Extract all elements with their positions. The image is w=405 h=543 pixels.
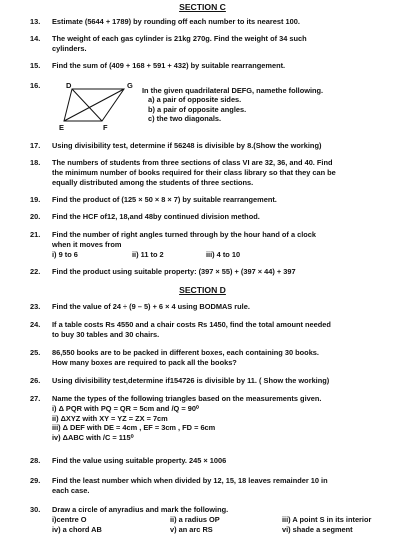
question-text: Find the sum of (409 + 168 + 591 + 432) by suitable rearrangement.: [52, 61, 286, 70]
question-subpart: iii) Δ DEF with DE = 4cm , EF = 3cm , FD = 6cm: [52, 423, 216, 433]
question-number: 25.: [30, 348, 41, 357]
question-text: equally distributed among the students of three sections.: [52, 177, 254, 187]
question-subpart: a) a pair of opposite sides.: [148, 95, 242, 105]
question-text: when it moves from: [52, 239, 122, 249]
question-number: 13.: [30, 17, 41, 26]
question-option: vi) shade a segment: [282, 525, 353, 534]
question-number: 18.: [30, 158, 41, 167]
quadrilateral-defg-diagram: [58, 81, 140, 131]
question-text: the minimum number of books required for their class library so that they can be: [52, 167, 336, 177]
question-text: Find the HCF of12, 18,and 48by continued division method.: [52, 212, 260, 221]
question-subpart: b) a pair of opposite angles.: [148, 104, 247, 114]
question-option: ii) a radius OP: [170, 515, 220, 524]
question-subpart: ii) ΔXYZ with XY = YZ = ZX = 7cm: [52, 413, 168, 423]
question-subpart: i) Δ PQR with PQ = QR = 5cm and /Q = 90⁰: [52, 403, 199, 413]
question-text: Find the product using suitable property: (397 × 55) + (397 × 44) + 397: [52, 267, 296, 276]
question-number: 23.: [30, 302, 41, 311]
question-text: How many boxes are required to pack all the books?: [52, 357, 237, 367]
question-number: 14.: [30, 34, 41, 43]
question-number: 24.: [30, 320, 41, 329]
question-number: 22.: [30, 267, 41, 276]
question-text: Name the types of the following triangles based on the measurements given.: [52, 394, 322, 403]
question-text: Draw a circle of anyradius and mark the following.: [52, 505, 229, 514]
question-number: 16.: [30, 81, 41, 90]
question-number: 30.: [30, 505, 41, 514]
question-text: The numbers of students from three sections of class VI are 32, 36, and 40. Find: [52, 158, 333, 167]
question-number: 29.: [30, 476, 41, 485]
section-c-heading: SECTION C: [179, 2, 226, 12]
question-option: i)centre O: [52, 515, 87, 524]
question-option: v) an arc RS: [170, 525, 213, 534]
vertex-label-d: D: [66, 81, 72, 90]
question-text: Find the number of right angles turned through by the hour hand of a clock: [52, 230, 317, 239]
question-text: Find the value of 24 ÷ (9 – 5) + 6 × 4 using BODMAS rule.: [52, 302, 250, 311]
question-text: cylinders.: [52, 43, 87, 53]
question-text: each case.: [52, 485, 90, 495]
question-option: i) 9 to 6: [52, 250, 78, 259]
question-option: ii) 11 to 2: [132, 250, 164, 259]
question-number: 17.: [30, 141, 41, 150]
question-text: The weight of each gas cylinder is 21kg 270g. Find the weight of 34 such: [52, 34, 307, 43]
vertex-label-e: E: [59, 123, 65, 131]
question-text: Find the value using suitable property. 245 × 1006: [52, 456, 227, 465]
question-text: If a table costs Rs 4550 and a chair costs Rs 1450, find the total amount needed: [52, 320, 331, 329]
question-text: 86,550 books are to be packed in different boxes, each containing 30 books.: [52, 348, 319, 357]
question-number: 28.: [30, 456, 41, 465]
question-text: Find the product of (125 × 50 × 8 × 7) by suitable rearrangement.: [52, 195, 277, 204]
question-option: iv) a chord AB: [52, 525, 102, 534]
question-text: Using divisibility test,determine if154726 is divisible by 11. ( Show the working): [52, 376, 330, 385]
question-number: 15.: [30, 61, 41, 70]
question-text: Estimate (5644 + 1789) by rounding off each number to its nearest 100.: [52, 17, 300, 26]
question-number: 26.: [30, 376, 41, 385]
vertex-label-g: G: [127, 81, 133, 90]
question-16-text: [142, 86, 391, 124]
question-number: 19.: [30, 195, 41, 204]
question-text: Using divisibility test, determine if 56248 is divisible by 8.(Show the working): [52, 141, 322, 150]
question-number: 27.: [30, 394, 41, 403]
question-text: to buy 30 tables and 30 chairs.: [52, 329, 160, 339]
section-d-heading: SECTION D: [179, 285, 226, 295]
question-text: In the given quadrilateral DEFG, namethe following.: [142, 86, 324, 95]
question-option: iii) A point S in its interior: [282, 515, 372, 524]
question-number: 21.: [30, 230, 41, 239]
vertex-label-f: F: [103, 123, 108, 131]
question-subpart: c) the two diagonals.: [148, 114, 222, 124]
question-text: Find the least number which when divided by 12, 15, 18 leaves remainder 10 in: [52, 476, 328, 485]
question-subpart: iv) ΔABC with /C = 115⁰: [52, 433, 134, 443]
question-option: iii) 4 to 10: [206, 250, 241, 259]
question-number: 20.: [30, 212, 41, 221]
